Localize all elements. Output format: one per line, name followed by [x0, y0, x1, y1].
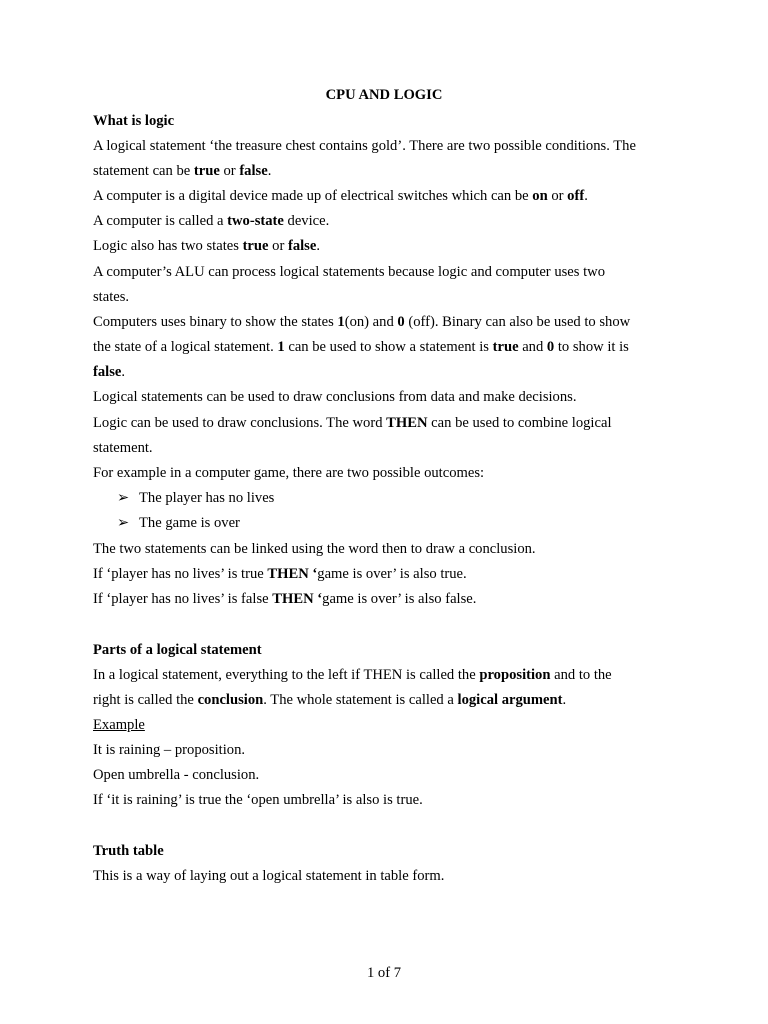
- text-run: For example in a computer game, there are two possible outcomes:: [93, 465, 485, 481]
- text-run: A computer is a digital device made up of electrical switches which can be: [93, 188, 533, 204]
- text-run: A computer’s ALU can process logical statements because logic and computer uses two: [93, 264, 605, 280]
- paragraph-line: [93, 313, 630, 331]
- text-run: A computer is called a: [93, 213, 228, 229]
- text-run: A logical statement ‘the treasure chest contains gold’. There are two possible conditions. The: [93, 138, 636, 154]
- paragraph-line: [93, 540, 536, 558]
- text-run: device.: [283, 213, 330, 229]
- paragraph-line: [93, 464, 484, 482]
- paragraph-line: [93, 741, 245, 759]
- list-item-text: [139, 515, 240, 531]
- page-title: CPU AND LOGIC: [325, 87, 443, 103]
- text-run: .: [316, 238, 320, 254]
- bold-text: true: [492, 339, 519, 355]
- bold-text: Truth table: [93, 843, 164, 859]
- bold-text: two-state: [227, 213, 284, 229]
- text-run: (off). Binary can also be used to show: [404, 314, 631, 330]
- paragraph-line: [93, 263, 605, 281]
- paragraph-line: [93, 187, 588, 205]
- bold-text: 0: [546, 339, 555, 355]
- paragraph-line: [93, 590, 476, 608]
- text-run: .: [562, 692, 567, 708]
- paragraph-line: [93, 565, 467, 583]
- text-run: If ‘player has no lives’ is true: [93, 566, 268, 582]
- bold-text: true: [193, 163, 220, 179]
- bold-text: on: [532, 188, 548, 204]
- list-item: [117, 514, 240, 532]
- bold-text: true: [242, 238, 269, 254]
- bold-text: 1: [277, 339, 285, 355]
- text-run: Logical statements can be used to draw conclusions from data and make decisions.: [93, 389, 577, 405]
- text-run: or: [219, 163, 240, 179]
- paragraph-line: [93, 288, 129, 306]
- paragraph-line: [93, 414, 612, 432]
- bold-text: What is logic: [93, 113, 175, 129]
- bold-text: THEN: [386, 415, 428, 431]
- paragraph-line: [93, 439, 153, 457]
- text-run: .: [584, 188, 588, 204]
- text-run: statement.: [93, 440, 153, 456]
- text-run: can be used to show a statement is: [284, 339, 493, 355]
- text-run: the state of a logical statement.: [93, 339, 278, 355]
- bold-text: conclusion: [197, 692, 264, 708]
- page-number: 1 of 7: [366, 965, 402, 981]
- heading-truth-table: [93, 842, 164, 860]
- paragraph-line: [93, 338, 629, 356]
- text-run: and to the: [550, 667, 612, 683]
- text-run: The two statements can be linked using the word then to draw a conclusion.: [93, 541, 536, 557]
- list-item: [117, 489, 274, 507]
- paragraph-line: [93, 666, 612, 684]
- paragraph-line: [93, 766, 259, 784]
- text-run: or: [547, 188, 568, 204]
- bold-text: THEN ‘: [272, 591, 323, 607]
- text-run: Open umbrella - conclusion.: [93, 767, 260, 783]
- paragraph-line: [93, 162, 271, 180]
- text-run: to show it is: [554, 339, 629, 355]
- bold-text: THEN ‘: [267, 566, 318, 582]
- text-run: states.: [93, 289, 130, 305]
- bold-text: proposition: [479, 667, 551, 683]
- heading-parts-of-logical-statement: [93, 641, 262, 659]
- text-run: and: [518, 339, 547, 355]
- text-run: If ‘player has no lives’ is false: [93, 591, 273, 607]
- bold-text: false: [93, 364, 122, 380]
- paragraph-line: [93, 867, 444, 885]
- text-run: The player has no lives: [139, 490, 275, 506]
- text-run: right is called the: [93, 692, 198, 708]
- bold-text: Parts of a logical statement: [93, 642, 262, 658]
- heading-what-is-logic: [93, 112, 174, 130]
- bold-text: false: [287, 238, 317, 254]
- example-label: [93, 716, 145, 734]
- paragraph-line: [93, 363, 125, 381]
- list-item-text: [139, 490, 274, 506]
- paragraph-line: [93, 212, 329, 230]
- text-run: . The whole statement is called a: [263, 692, 458, 708]
- text-run: The game is over: [139, 515, 240, 531]
- text-run: This is a way of laying out a logical statement in table form.: [93, 868, 445, 884]
- text-run: can be used to combine logical: [427, 415, 612, 431]
- bold-text: 1: [337, 314, 345, 330]
- bold-text: false: [239, 163, 268, 179]
- text-run: Logic also has two states: [93, 238, 243, 254]
- paragraph-line: [93, 791, 423, 809]
- arrow-bullet-icon: ➢: [117, 515, 130, 531]
- underlined-text: Example: [93, 717, 145, 733]
- text-run: It is raining – proposition.: [93, 742, 246, 758]
- bold-text: logical argument: [457, 692, 563, 708]
- text-run: .: [121, 364, 126, 380]
- bold-text: 0: [397, 314, 405, 330]
- arrow-bullet-icon: ➢: [117, 490, 130, 506]
- text-run: (on) and: [344, 314, 398, 330]
- paragraph-line: [93, 137, 636, 155]
- text-run: Computers uses binary to show the states: [93, 314, 338, 330]
- paragraph-line: [93, 691, 566, 709]
- text-run: game is over’ is also false.: [322, 591, 477, 607]
- paragraph-line: [93, 388, 576, 406]
- text-run: .: [267, 163, 272, 179]
- paragraph-line: [93, 237, 320, 255]
- text-run: statement can be: [93, 163, 194, 179]
- text-run: or: [268, 238, 288, 254]
- text-run: In a logical statement, everything to the left if THEN is called the: [93, 667, 480, 683]
- text-run: game is over’ is also true.: [317, 566, 467, 582]
- bold-text: off: [567, 188, 585, 204]
- text-run: If ‘it is raining’ is true the ‘open umbrella’ is also is true.: [93, 792, 423, 808]
- text-run: Logic can be used to draw conclusions. The word: [93, 415, 387, 431]
